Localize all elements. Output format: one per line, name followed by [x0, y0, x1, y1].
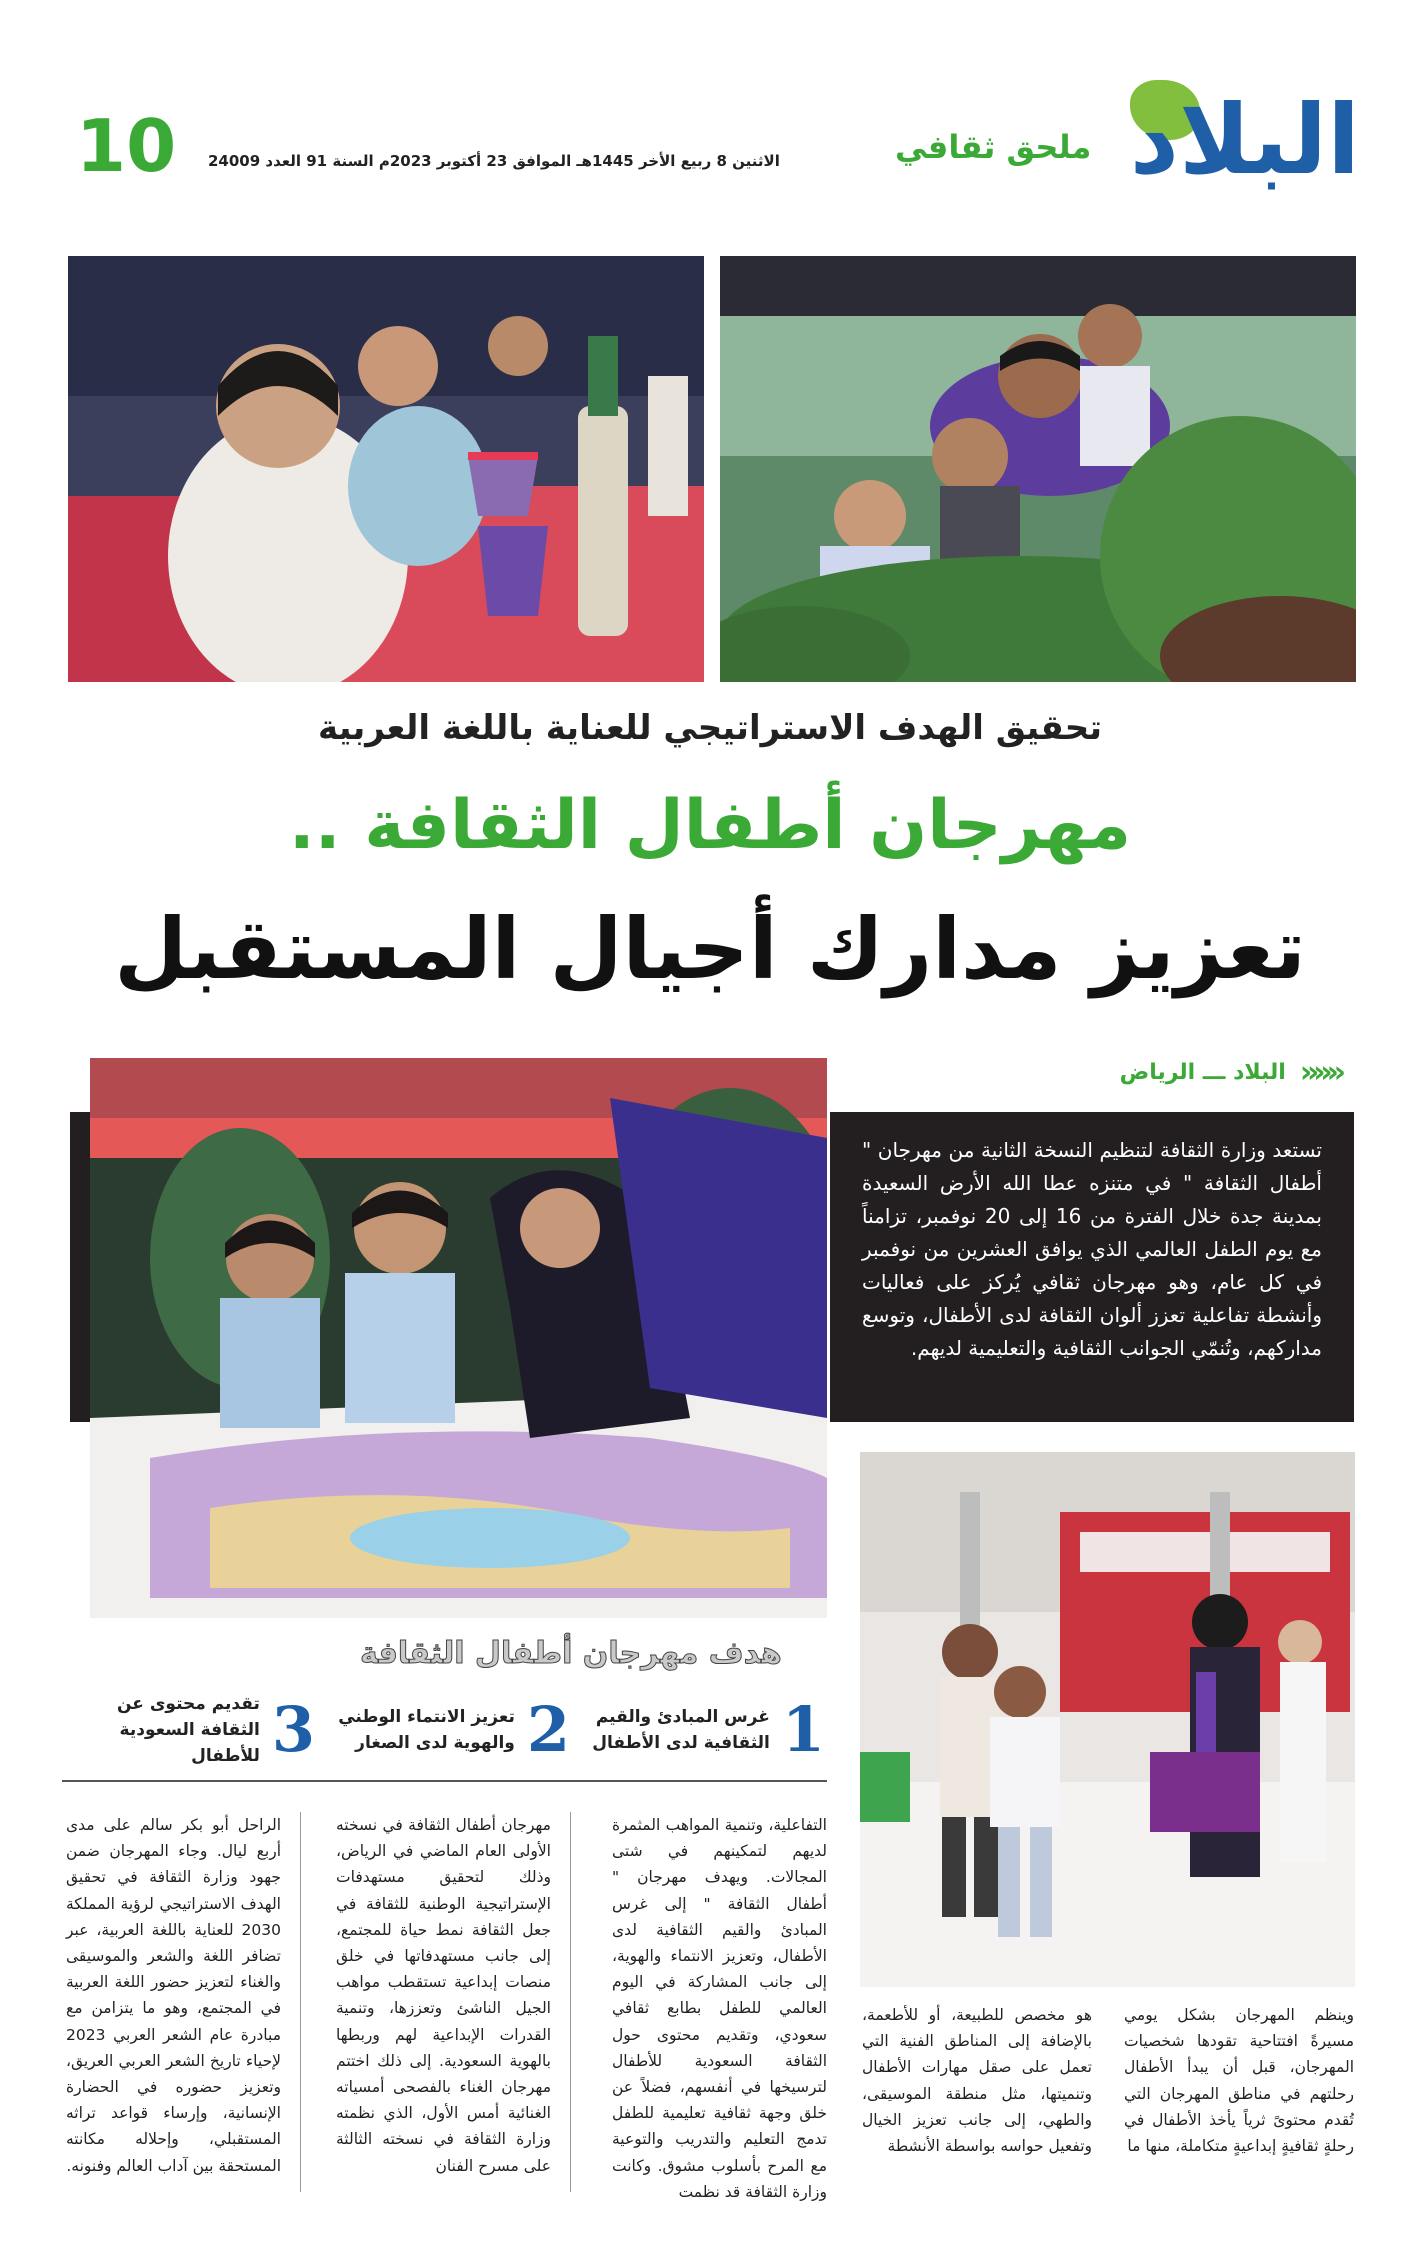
goal-item-1	[580, 1690, 825, 1770]
newspaper-logo	[1100, 80, 1360, 230]
logo-text: البلاد	[1129, 84, 1360, 196]
intro-text: تستعد وزارة الثقافة لتنظيم النسخة الثانية من مهرجان " أطفال الثقافة " في متنزه عطا الله الأرض السعيدة بمدينة جدة خلال الفترة من 16 إلى 20 نوفمبر، تزامناً مع يوم الطفل العالمي الذي يوافق العشرين من نوفمبر في كل عام، وهو مهرجان ثقافي يُركز على فعاليات وأنشطة تفاعلية تعزز ألوان الثقافة لدى الأطفال، وتوسع مداركهم، وتُنمّي الجوانب الثقافية والتعليمية لديهم.	[862, 1138, 1322, 1360]
goal-number: 1	[781, 1693, 825, 1766]
goal-text: تقديم محتوى عن الثقافة السعودية للأطفال	[117, 1694, 260, 1766]
photo-garden-family	[720, 256, 1356, 682]
supplement-label: ملحق ثقافي	[895, 128, 1092, 166]
byline-text: البلاد ـــ الرياض	[1119, 1059, 1286, 1085]
headline-title-black: تعزيز مدارك أجيال المستقبل	[114, 900, 1306, 998]
headline-kicker: تحقيق الهدف الاستراتيجي للعناية باللغة العربية	[318, 708, 1102, 748]
intro-box	[830, 1112, 1354, 1422]
body-column-1: التفاعلية، وتنمية المواهب المثمرة لديهم لتمكينهم في شتى المجالات. ويهدف مهرجان " أطفال الثقافة " إلى غرس المبادئ والقيم الثقافية لدى الأطفال، وتعزيز الانتماء والهوية، إلى جانب المشاركة في اليوم العالمي للطفل بطابع ثقافي سعودي، وتقديم محتوى حول الثقافة السعودية للأطفال لترسيخها في أنفسهم، فضلاً عن خلق وجهة ثقافية تعليمية للطفل تدمج التعليم والتدريب والتوعية مع المرح بأسلوب مشوق. وكانت وزارة الثقافة قد نظمت	[612, 1816, 827, 2201]
goal-number: 2	[526, 1693, 570, 1766]
goals-title: هدف مهرجان أطفال الثقافة	[360, 1636, 782, 1671]
body-column-2: مهرجان أطفال الثقافة في نسخته الأولى العام الماضي في الرياض، وذلك لتحقيق مستهدفات الإستراتيجية الوطنية للثقافة في جعل الثقافة نمط حياة للمجتمع، إلى جانب مستهدفاتها في خلق منصات إبداعية تستقطب مواهب الجيل الناشئ وتعززها، وتنمية القدرات الإبداعية لهم وربطها بالهوية السعودية. إلى ذلك اختتم مهرجان الغناء بالفصحى أمسياته الغنائية أمس الأول، الذي نظمته وزارة الثقافة في نسخته الثالثة على مسرح الفنان	[336, 1816, 551, 2175]
goal-text: غرس المبادئ والقيم الثقافية لدى الأطفال	[592, 1707, 770, 1753]
goal-number: 3	[271, 1693, 315, 1766]
byline	[1000, 1052, 1340, 1092]
photo-sand-table	[90, 1058, 827, 1618]
body-column-5: هو مخصص للطبيعة، أو للأطعمة، بالإضافة إلى المناطق الفنية التي تعمل على صقل مهارات الأطفال وتنميتها، مثل منطقة الموسيقى، والطهي، إلى جانب تعزيز الخيال وتفعيل حواسه بواسطة الأنشطة	[862, 2006, 1092, 2156]
column-divider	[570, 1812, 571, 2192]
dateline: الاثنين 8 ربيع الأخر 1445هـ الموافق 23 أكتوبر 2023م السنة 91 العدد 24009	[208, 152, 780, 170]
body-column-4: وينظم المهرجان بشكل يومي مسيرةً افتتاحية تقودها شخصيات المهرجان، قبل أن يبدأ الأطفال رحلتهم في مناطق المهرجان التي تُقدم محتوىً ثرياً يأخذ الأطفال في رحلةٍ ثقافيةٍ إبداعيةٍ متكاملة، منها ما	[1124, 2006, 1354, 2156]
goal-item-3	[60, 1690, 315, 1770]
column-divider	[300, 1812, 301, 2192]
headline-title-green: مهرجان أطفال الثقافة ..	[288, 786, 1132, 865]
photo-swings	[860, 1452, 1355, 1987]
chevrons-icon: «««	[1299, 1054, 1340, 1090]
goal-item-2	[320, 1690, 570, 1770]
body-column-3: الراحل أبو بكر سالم على مدى أربع ليال. وجاء المهرجان ضمن جهود وزارة الثقافة في تحقيق الهدف الاستراتيجي لرؤية المملكة 2030 للعناية باللغة العربية، عبر تضافر اللغة والشعر والموسيقى والغناء لتعزيز حضور اللغة العربية في المجتمع، وهو ما يتزامن مع مبادرة عام الشعر العربي 2023 لإحياء تاريخ الشعر العربي العريق، وتعزيز حضوره في الحضارة الإنسانية، وإرساء قواعد تراثه المستقبلي، وإحلاله مكانته المستحقة بين آداب العالم وفنونه.	[66, 1816, 281, 2175]
goal-text: تعزيز الانتماء الوطني والهوية لدى الصغار	[338, 1707, 515, 1753]
goals-divider	[62, 1780, 827, 1782]
page-number: 10	[76, 104, 177, 188]
photo-children-painting	[68, 256, 704, 682]
